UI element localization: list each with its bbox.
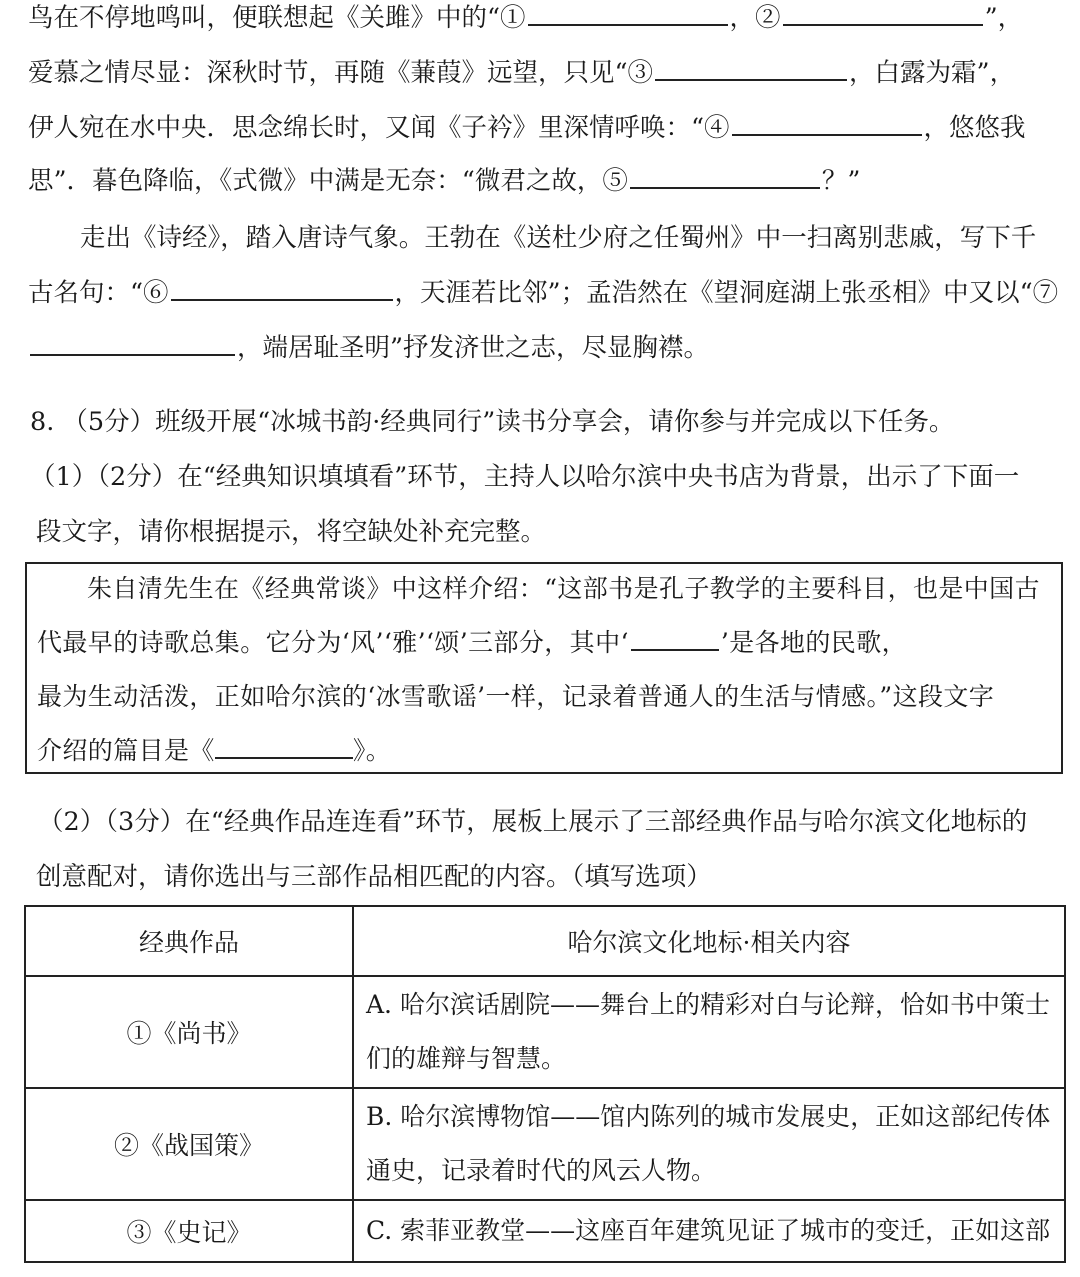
text: 介绍的篇目是《: [37, 736, 215, 765]
question-8-part1-line1: （1）（2分）在“经典知识填填看”环节，主持人以哈尔滨中央书店为背景，出示了下面一: [30, 462, 1020, 492]
text: ’是各地的民歌，: [720, 628, 907, 657]
text: ，天涯若比邻”；孟浩然在《望洞庭湖上张丞相》中又以“⑦: [394, 278, 1059, 308]
answer-blank-3[interactable]: [655, 57, 847, 81]
text: ？”: [821, 166, 861, 196]
table-row: [25, 1200, 1065, 1262]
poem-line-1: [28, 0, 1080, 36]
text: 鸟在不停地鸣叫，便联想起《关雎》中的“①: [28, 3, 526, 33]
table-row: [25, 976, 1065, 1088]
answer-blank-2[interactable]: [783, 2, 983, 26]
poem-line-3: [28, 110, 1080, 146]
content-cell: [353, 1088, 1065, 1200]
text: 》。: [352, 736, 392, 765]
text: 伊人宛在水中央．思念绵长时，又闻《子衿》里深情呼唤：“④: [28, 113, 730, 143]
quote-line-3: 最为生动活泼，正如哈尔滨的‘冰雪歌谣’一样，记录着普通人的生活与情感。”这段文字: [37, 682, 995, 711]
question-8-part2-line1: （2）（3分）在“经典作品连连看”环节，展板上展示了三部经典作品与哈尔滨文化地标的: [38, 807, 1028, 837]
text: ，白露为霜”，: [849, 58, 1016, 88]
content-line: B. 哈尔滨博物馆——馆内陈列的城市发展史，正如这部纪传体: [366, 1102, 1051, 1131]
quote-box: [25, 562, 1063, 774]
text: ，悠悠我: [923, 113, 1026, 143]
answer-blank-1[interactable]: [528, 2, 728, 26]
poem-line-5: 走出《诗经》，踏入唐诗气象。王勃在《送杜少府之任蜀州》中一扫离别悲戚，写下千: [80, 223, 1037, 253]
poem-line-2: [28, 55, 1080, 91]
text: 古名句：“⑥: [28, 278, 169, 308]
text: ”，: [984, 3, 1024, 33]
header-classic-works: 经典作品: [25, 906, 353, 976]
text: 爱慕之情尽显：深秋时节，再随《蒹葭》远望，只见“③: [28, 58, 654, 88]
question-8-part1-line2: 段文字，请你根据提示，将空缺处补充完整。: [36, 517, 547, 547]
content-line: 通史，记录着时代的风云人物。: [366, 1156, 717, 1185]
content-cell: [353, 1200, 1065, 1262]
text: ，②: [729, 3, 781, 33]
quote-line-2: [37, 626, 907, 660]
text: 代最早的诗歌总集。它分为‘风’‘雅’‘颂’三部分，其中‘: [37, 628, 629, 657]
quote-line-1: 朱自清先生在《经典常谈》中这样介绍：“这部书是孔子教学的主要科目，也是中国古: [87, 574, 1040, 603]
content-line: A. 哈尔滨话剧院——舞台上的精彩对白与论辩，恰如书中策士: [366, 990, 1050, 1019]
table-header-row: [25, 906, 1065, 976]
question-8-title: 8. （5分）班级开展“冰城书韵·经典同行”读书分享会，请你参与并完成以下任务。: [30, 407, 955, 437]
poem-line-4: [28, 163, 1080, 199]
work-cell: ②《战国策》: [25, 1088, 353, 1200]
answer-blank-4[interactable]: [732, 112, 922, 136]
answer-blank-feng[interactable]: [631, 629, 719, 651]
header-landmark-content: 哈尔滨文化地标·相关内容: [353, 906, 1065, 976]
answer-blank-7[interactable]: [30, 332, 235, 356]
work-cell: ①《尚书》: [25, 976, 353, 1088]
content-cell: [353, 976, 1065, 1088]
works-match-table: [24, 905, 1066, 1263]
answer-blank-6[interactable]: [171, 277, 393, 301]
text: 思”．暮色降临，《式微》中满是无奈：“微君之故，⑤: [28, 166, 628, 196]
text: ，端居耻圣明”抒发济世之志，尽显胸襟。: [237, 333, 710, 363]
content-line: 们的雄辩与智慧。: [366, 1044, 567, 1073]
poem-line-6: [28, 275, 1080, 311]
work-cell: ③《史记》: [25, 1200, 353, 1262]
question-8-part2-line2: 创意配对，请你选出与三部作品相匹配的内容。（填写选项）: [36, 862, 712, 892]
answer-blank-title[interactable]: [215, 737, 353, 759]
poem-line-7: [28, 330, 1080, 366]
table-row: [25, 1088, 1065, 1200]
quote-line-4: [37, 734, 391, 768]
content-line: C. 索菲亚教堂——这座百年建筑见证了城市的变迁，正如这部: [366, 1216, 1051, 1245]
answer-blank-5[interactable]: [630, 165, 820, 189]
